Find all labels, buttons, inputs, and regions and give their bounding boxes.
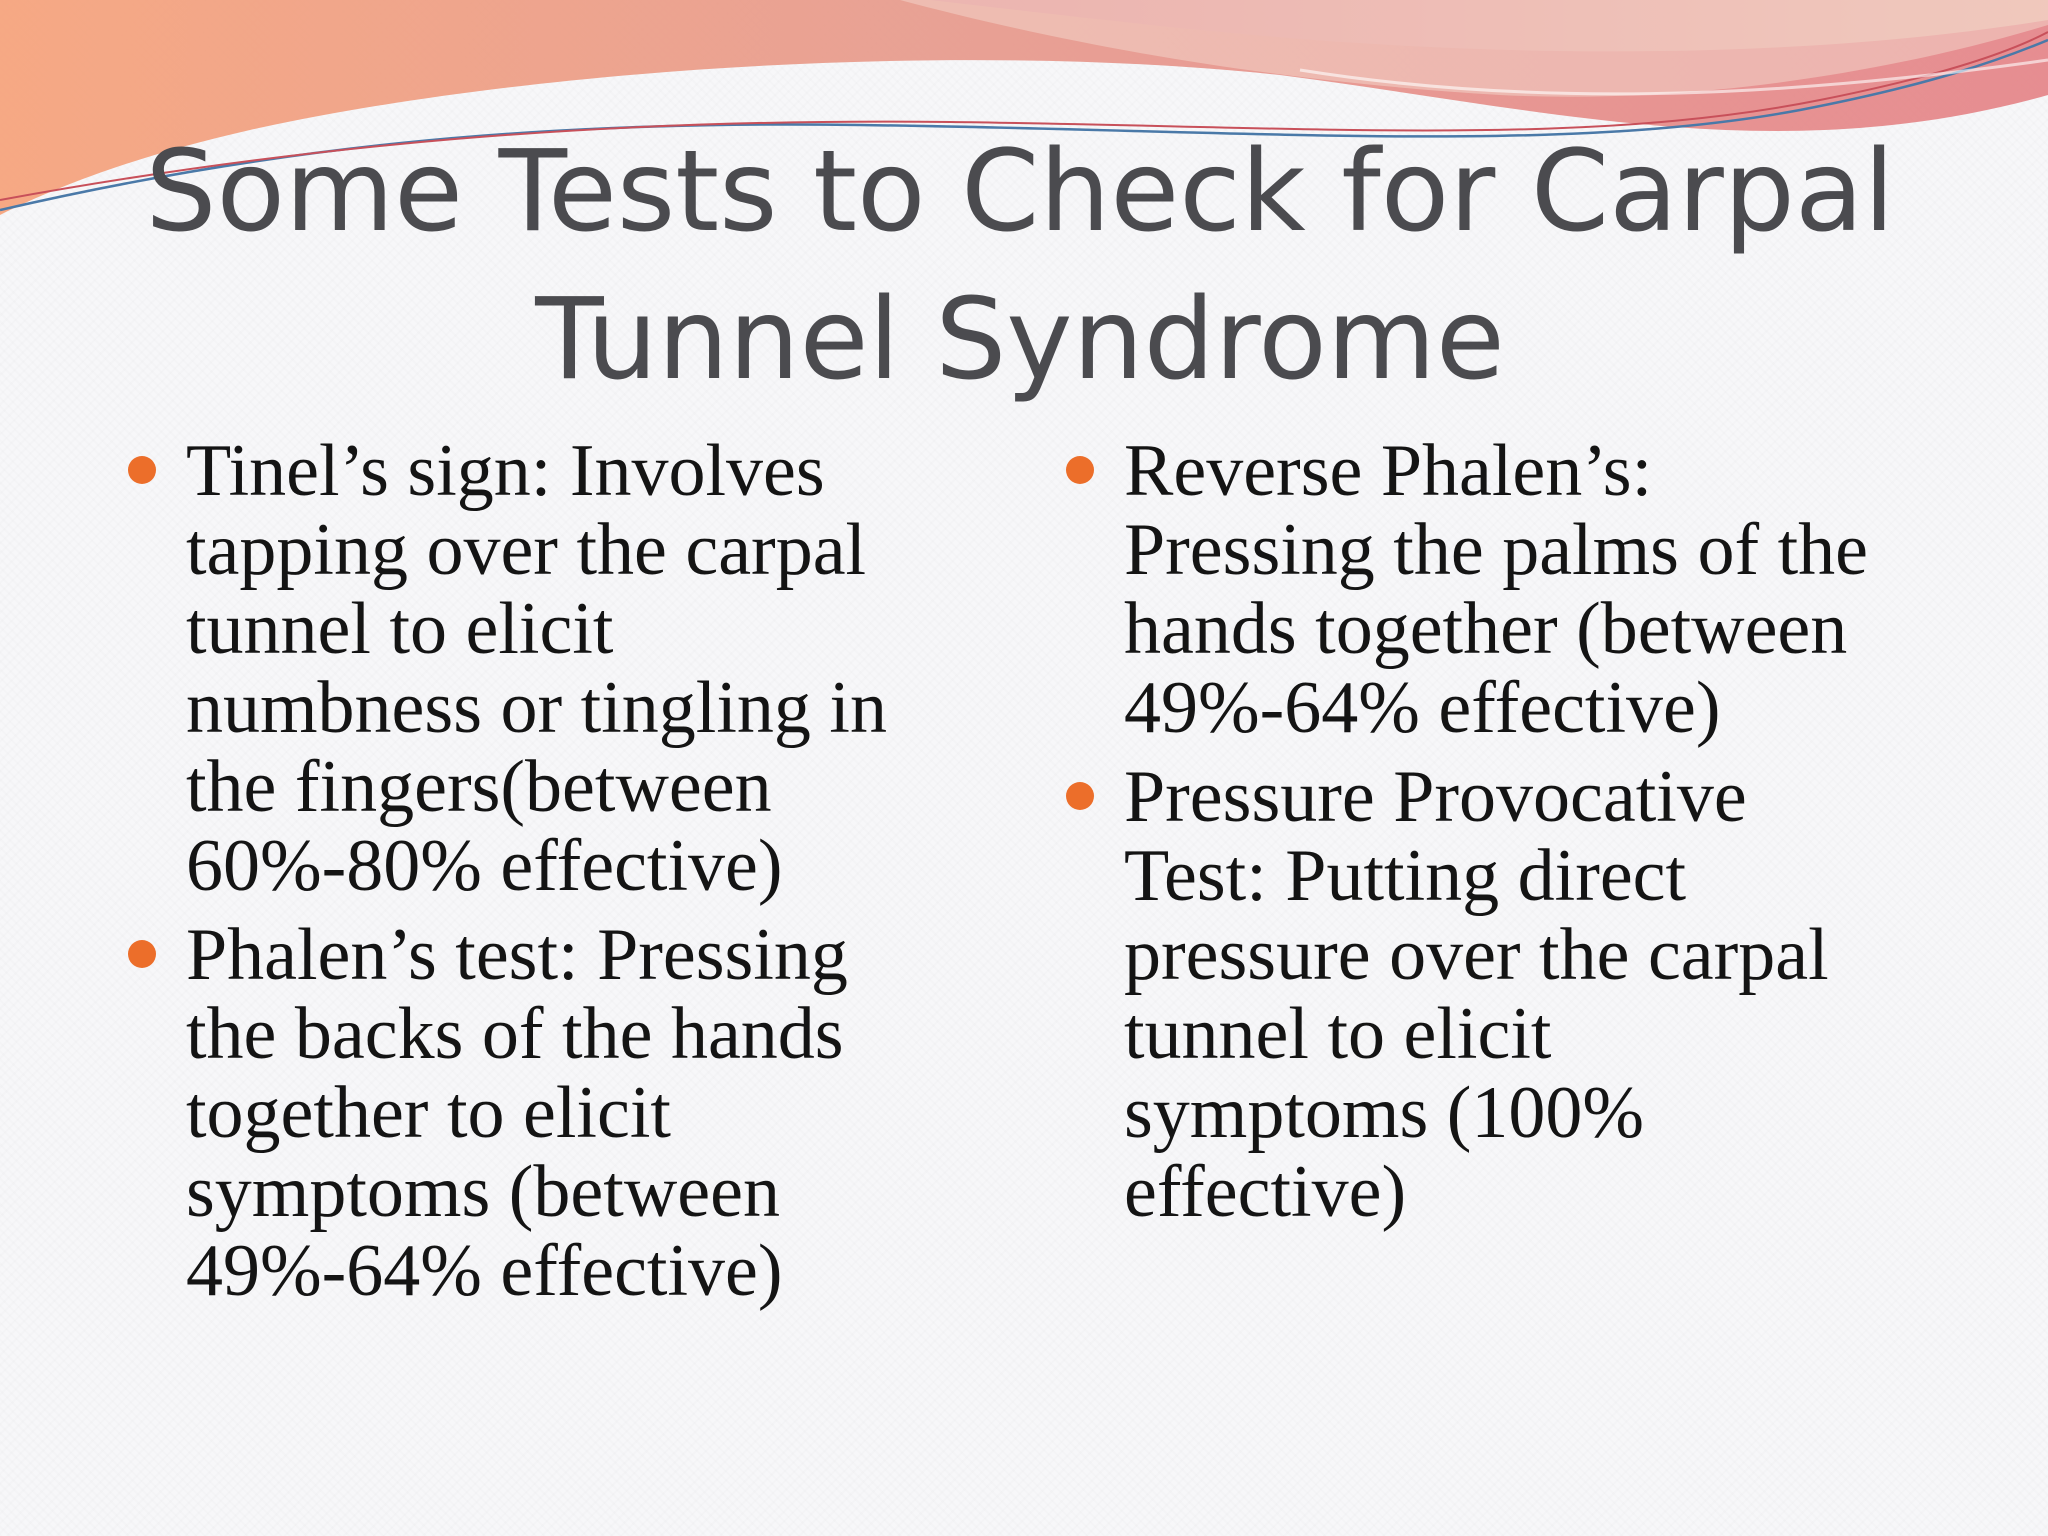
bullet-line: together to elicit [186,1072,671,1154]
left-column [128,432,968,1321]
bullet-line: 60%-80% effective) [186,825,783,907]
bullet-dot-icon [128,940,156,968]
bullet-line: 49%-64% effective) [186,1230,783,1312]
bullet-line: Test: Putting direct [1124,835,1687,917]
bullet-line: the fingers(between [186,746,772,828]
bullet-line: Pressing the palms of the [1124,509,1869,591]
bullet-dot-icon [128,456,156,484]
bullet-line: Tinel’s sign: Involves [186,430,825,512]
bullet-line: effective) [1124,1151,1407,1233]
bullet-line: tunnel to elicit [186,588,614,670]
bullet-line: Pressure Provocative [1124,756,1747,838]
bullet-line: symptoms (between [186,1151,780,1233]
bullet-item-phalens-test [128,916,968,1311]
bullet-line: Reverse Phalen’s: [1124,430,1653,512]
bullet-line: pressure over the carpal [1124,914,1829,996]
bullet-line: tapping over the carpal [186,509,867,591]
bullet-line: tunnel to elicit [1124,993,1552,1075]
bullet-line: numbness or tingling in [186,667,887,749]
bullet-line: symptoms (100% [1124,1072,1645,1154]
bullet-line: Phalen’s test: Pressing [186,914,848,996]
bullet-dot-icon [1066,456,1094,484]
slide-title [120,118,1920,414]
bullet-line: the backs of the hands [186,993,844,1075]
bullet-item-tinels-sign [128,432,968,906]
title-line-1: Some Tests to Check for Carpal [145,127,1895,257]
bullet-dot-icon [1066,782,1094,810]
bullet-line: 49%-64% effective) [1124,667,1721,749]
title-line-2: Tunnel Syndrome [535,275,1505,405]
bullet-item-pressure-provocative [1066,758,1946,1232]
bullet-item-reverse-phalens [1066,432,1946,748]
right-column [1066,432,1946,1242]
bullet-line: hands together (between [1124,588,1848,670]
